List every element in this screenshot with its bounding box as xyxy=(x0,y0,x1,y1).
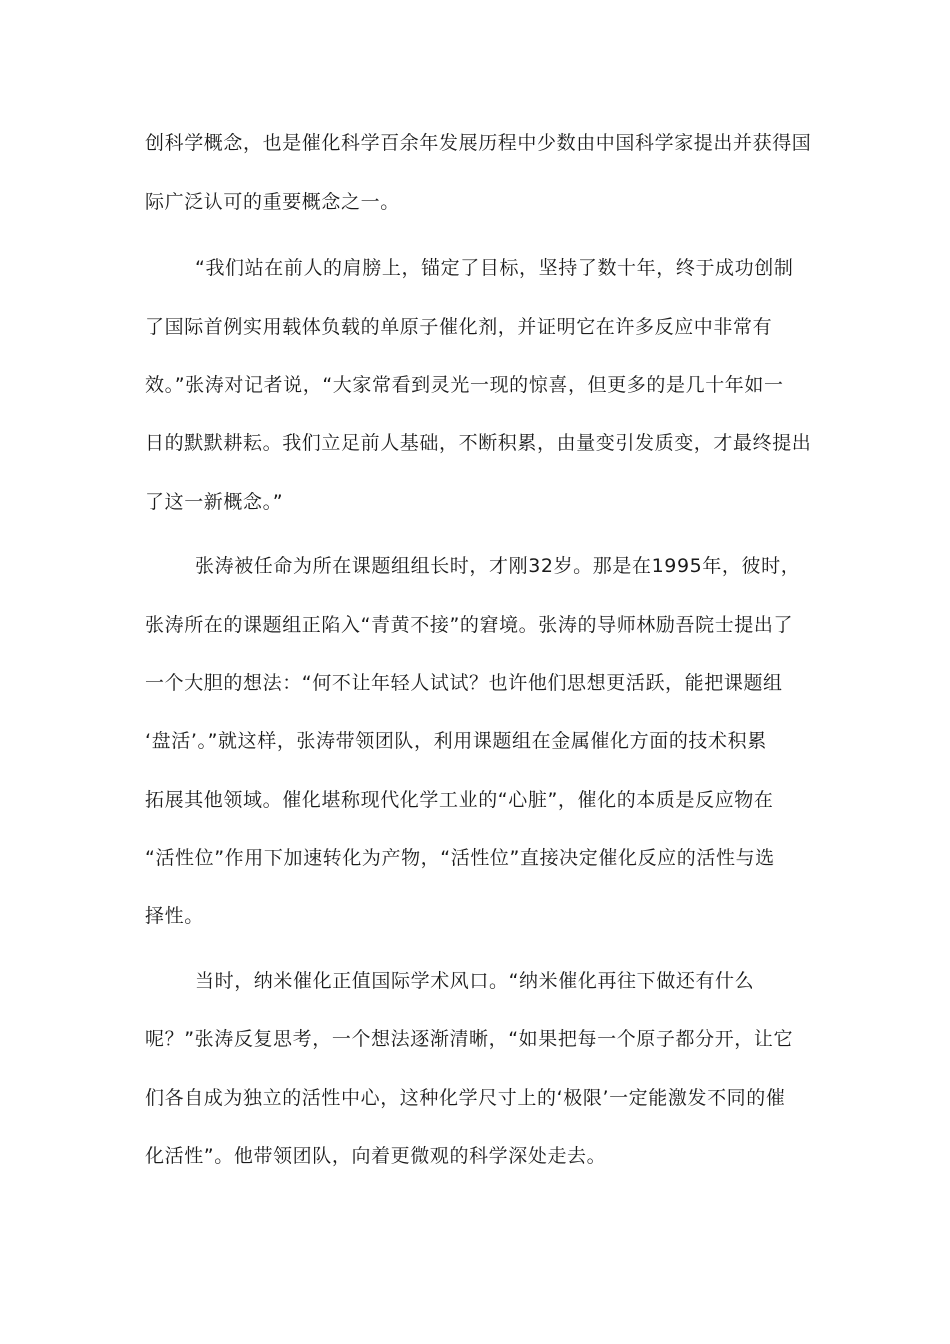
text-line: 一个大胆的想法：“何不让年轻人试试？也许他们思想更活跃，能把课题组 xyxy=(145,672,783,694)
text-line: 呢？”张涛反复思考，一个想法逐渐清晰，“如果把每一个原子都分开，让它 xyxy=(145,1028,794,1050)
text-line: 了国际首例实用载体负载的单原子催化剂，并证明它在许多反应中非常有 xyxy=(145,316,773,338)
text-line: 日的默默耕耘。我们立足前人基础，不断积累，由量变引发质变，才最终提出 xyxy=(145,432,812,454)
text-line: 张涛被任命为所在课题组组长时，才刚32岁。那是在1995年，彼时， xyxy=(195,555,801,577)
text-line: 效。”张涛对记者说，“大家常看到灵光一现的惊喜，但更多的是几十年如一 xyxy=(145,374,784,396)
text-line: 择性。 xyxy=(145,905,204,927)
text-line: 创科学概念，也是催化科学百余年发展历程中少数由中国科学家提出并获得国 xyxy=(145,132,812,154)
text-line: “我们站在前人的肩膀上，锚定了目标，坚持了数十年，终于成功创制 xyxy=(195,257,794,279)
text-line: 们各自成为独立的活性中心，这种化学尺寸上的‘极限’一定能激发不同的催 xyxy=(145,1087,786,1109)
text-line: ‘盘活’。”就这样，张涛带领团队，利用课题组在金属催化方面的技术积累 xyxy=(145,730,767,752)
text-line: 拓展其他领域。催化堪称现代化学工业的“心脏”，催化的本质是反应物在 xyxy=(145,789,774,811)
text-line: 化活性”。他带领团队，向着更微观的科学深处走去。 xyxy=(145,1145,607,1167)
text-line: 了这一新概念。” xyxy=(145,491,284,513)
text-line: 张涛所在的课题组正陷入“青黄不接”的窘境。张涛的导师林励吾院士提出了 xyxy=(145,614,794,636)
text-line: 当时，纳米催化正值国际学术风口。“纳米催化再往下做还有什么 xyxy=(195,970,755,992)
text-line: “活性位”作用下加速转化为产物，“活性位”直接决定催化反应的活性与选 xyxy=(145,847,775,869)
text-line: 际广泛认可的重要概念之一。 xyxy=(145,191,400,213)
